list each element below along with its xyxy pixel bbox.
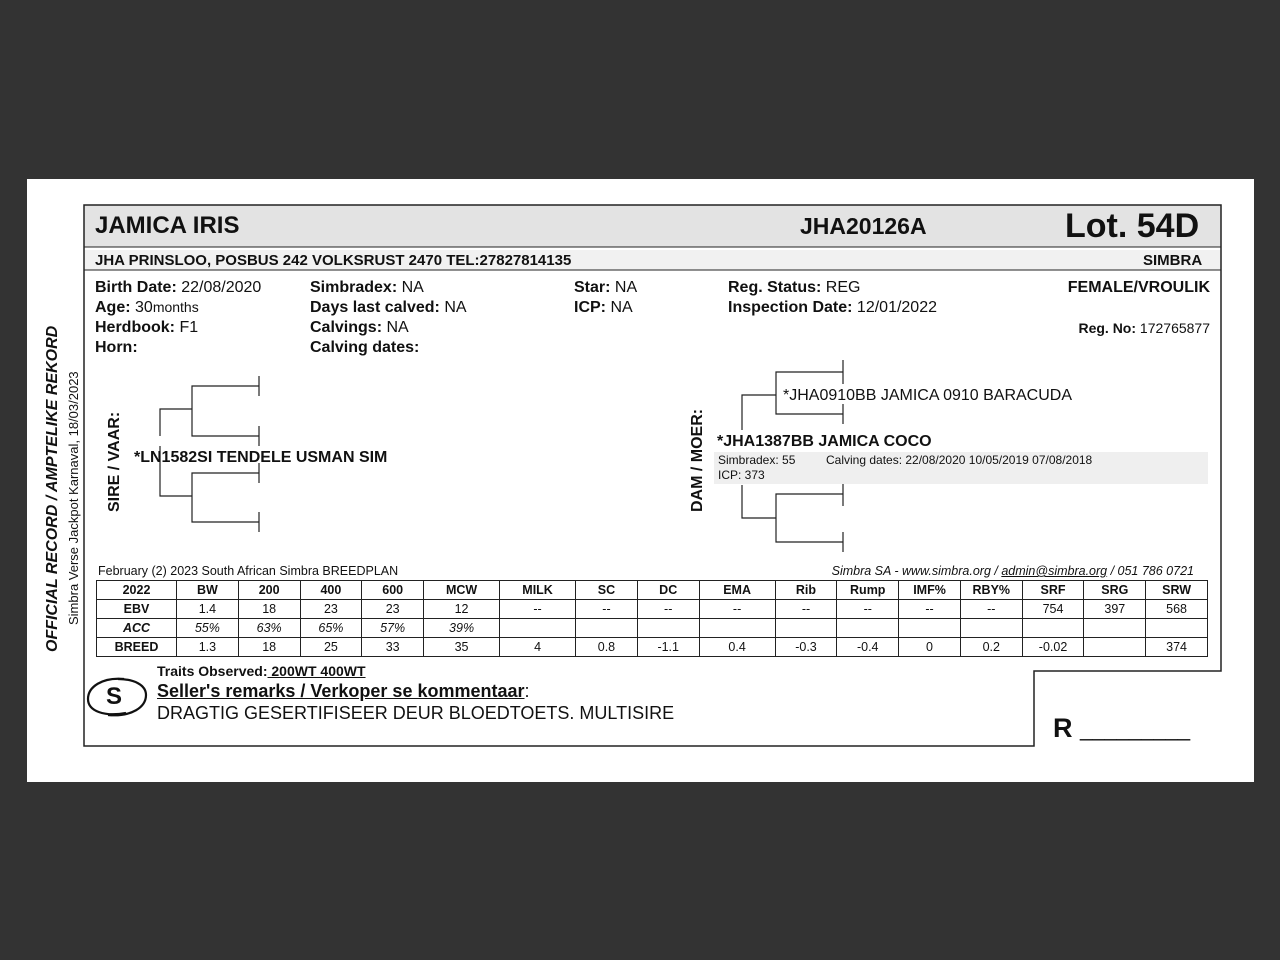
ebv-header-cell: SC [576, 581, 638, 600]
ebv-header-cell: BW [177, 581, 239, 600]
ebv-cell: 1.3 [177, 638, 239, 657]
sire-label: SIRE / VAAR: [106, 411, 123, 512]
ebv-cell [576, 619, 638, 638]
star-field [574, 279, 637, 297]
ebv-cell [637, 619, 699, 638]
simbradex-value: NA [401, 279, 424, 296]
ebv-cell: -0.4 [837, 638, 899, 657]
ebv-header-cell: 400 [300, 581, 362, 600]
ebv-cell [1084, 619, 1146, 638]
ebv-cell: -0.3 [775, 638, 837, 657]
ebv-header-row [97, 581, 1208, 600]
ebv-header-cell: SRF [1022, 581, 1084, 600]
icp-field [574, 299, 633, 317]
reg-status-field [728, 279, 860, 297]
simbradex-field [310, 279, 424, 297]
inspection-date-value: 12/01/2022 [856, 299, 937, 316]
ebv-cell: -- [899, 600, 961, 619]
ebv-header-cell: 2022 [97, 581, 177, 600]
ebv-cell: 63% [238, 619, 300, 638]
ebv-cell: 55% [177, 619, 239, 638]
ebv-cell [775, 619, 837, 638]
birth-date-label: Birth Date: [95, 279, 177, 296]
dam-simbradex: Simbradex: 55 [718, 453, 796, 467]
calvings-label: Calvings: [310, 319, 383, 336]
sire-name: *LN1582SI TENDELE USMAN SIM [134, 449, 388, 466]
ebv-header-cell: 600 [362, 581, 424, 600]
ebv-cell [899, 619, 961, 638]
contact-email-link[interactable]: admin@simbra.org [1001, 564, 1108, 578]
seller-icon-letter: S [106, 683, 123, 710]
ebv-cell: 23 [300, 600, 362, 619]
ebv-cell: ACC [97, 619, 177, 638]
seller-s-icon [84, 671, 150, 721]
remarks-heading [157, 681, 530, 702]
ebv-cell: -- [837, 600, 899, 619]
ebv-cell: 65% [300, 619, 362, 638]
birth-date-field [95, 279, 261, 297]
reg-no-field [1078, 320, 1210, 336]
ebv-cell: -- [637, 600, 699, 619]
herdbook-value: F1 [179, 319, 199, 336]
ebv-cell: 23 [362, 600, 424, 619]
dam-label: DAM / MOER: [689, 408, 706, 512]
ebv-row-acc [97, 619, 1208, 638]
reg-no-label: Reg. No: [1078, 320, 1137, 336]
traits-label: Traits Observed: [157, 663, 268, 679]
remarks-heading-text: Seller's remarks / Verkoper se kommentaar [157, 681, 525, 701]
star-label: Star: [574, 279, 611, 296]
ebv-header-cell: EMA [699, 581, 775, 600]
age-field [95, 299, 199, 317]
price-prefix: R [1053, 713, 1073, 743]
remarks-text: DRAGTIG GESERTIFISEER DEUR BLOEDTOETS. MULTISIRE [157, 703, 675, 723]
ebv-cell: -- [699, 600, 775, 619]
age-label: Age: [95, 299, 131, 316]
simbradex-label: Simbradex: [310, 279, 398, 296]
lot-number: Lot. 54D [1065, 207, 1200, 245]
ebv-header-cell: RBY% [960, 581, 1022, 600]
traits-value: 200WT 400WT [267, 663, 366, 679]
ebv-cell: -- [775, 600, 837, 619]
ebv-cell: 0.2 [960, 638, 1022, 657]
horn-field [95, 339, 138, 357]
ebv-header-cell: SRG [1084, 581, 1146, 600]
reg-status-value: REG [825, 279, 861, 296]
dam-sire-name: *JHA0910BB JAMICA 0910 BARACUDA [783, 387, 1073, 404]
ebv-cell: 374 [1146, 638, 1208, 657]
ebv-cell [500, 619, 576, 638]
ebv-cell [1022, 619, 1084, 638]
ebv-header-cell: Rump [837, 581, 899, 600]
ebv-cell: -1.1 [637, 638, 699, 657]
star-value: NA [614, 279, 638, 296]
ebv-cell: 0.4 [699, 638, 775, 657]
ebv-cell: 33 [362, 638, 424, 657]
breed-label: SIMBRA [1143, 252, 1203, 269]
calving-dates-label: Calving dates: [310, 339, 420, 356]
days-last-calved-value: NA [444, 299, 467, 316]
herdbook-field [95, 319, 198, 337]
ebv-header-cell: IMF% [899, 581, 961, 600]
breedplan-contact [832, 564, 1194, 578]
age-value: 30 [135, 299, 153, 316]
dam-calving-dates: Calving dates: 22/08/2020 10/05/2019 07/08/2018 [826, 453, 1093, 467]
icp-label: ICP: [574, 299, 606, 316]
ebv-cell: -- [960, 600, 1022, 619]
birth-date-value: 22/08/2020 [181, 279, 262, 296]
age-unit: months [152, 299, 199, 315]
contact-prefix: Simbra SA - www.simbra.org / [831, 564, 1002, 578]
ebv-header-cell: MILK [500, 581, 576, 600]
herdbook-label: Herdbook: [95, 319, 175, 336]
ebv-cell: 1.4 [177, 600, 239, 619]
side-title: OFFICIAL RECORD / AMPTELIKE REKORD [44, 325, 61, 652]
dam-icp: ICP: 373 [718, 468, 765, 482]
horn-label: Horn: [95, 339, 138, 356]
traits-observed [157, 663, 366, 679]
ebv-row-breed [97, 638, 1208, 657]
ebv-cell: 39% [424, 619, 500, 638]
calving-dates-field [310, 339, 419, 357]
ebv-cell [960, 619, 1022, 638]
calvings-field [310, 319, 409, 337]
ebv-cell: 397 [1084, 600, 1146, 619]
ebv-table [96, 580, 1208, 657]
ebv-cell: -- [500, 600, 576, 619]
contact-suffix: / 051 786 0721 [1107, 564, 1194, 578]
ebv-cell: 18 [238, 638, 300, 657]
ebv-cell: 754 [1022, 600, 1084, 619]
sex-label: FEMALE/VROULIK [1067, 279, 1210, 296]
ebv-cell: -0.02 [1022, 638, 1084, 657]
ebv-cell: 25 [300, 638, 362, 657]
ebv-cell: BREED [97, 638, 177, 657]
breedplan-source: February (2) 2023 South African Simbra BREEDPLAN [98, 564, 399, 578]
ebv-cell: 4 [500, 638, 576, 657]
animal-name: JAMICA IRIS [95, 212, 240, 239]
ebv-cell: EBV [97, 600, 177, 619]
owner-line: JHA PRINSLOO, POSBUS 242 VOLKSRUST 2470 TEL:27827814135 [95, 252, 572, 269]
ebv-row-ebv [97, 600, 1208, 619]
inspection-date-field [728, 299, 937, 317]
ebv-cell [1084, 638, 1146, 657]
dam-name: *JHA1387BB JAMICA COCO [717, 433, 932, 450]
ebv-header-cell: Rib [775, 581, 837, 600]
ebv-header-cell: SRW [1146, 581, 1208, 600]
ebv-cell [837, 619, 899, 638]
ebv-cell: 0.8 [576, 638, 638, 657]
reg-status-label: Reg. Status: [728, 279, 822, 296]
ebv-cell: 57% [362, 619, 424, 638]
inspection-date-label: Inspection Date: [728, 299, 853, 316]
ebv-header-cell: MCW [424, 581, 500, 600]
ebv-cell: 18 [238, 600, 300, 619]
ebv-cell: -- [576, 600, 638, 619]
ebv-header-cell: DC [637, 581, 699, 600]
days-last-calved-field [310, 299, 467, 317]
side-subtitle: Simbra Verse Jackpot Karnaval, 18/03/2023 [66, 371, 81, 625]
price-line[interactable]: _________ [1080, 716, 1191, 741]
ebv-cell: 35 [424, 638, 500, 657]
ebv-header-cell: 200 [238, 581, 300, 600]
ebv-cell: 12 [424, 600, 500, 619]
icp-value: NA [610, 299, 633, 316]
ebv-cell: 568 [1146, 600, 1208, 619]
ebv-cell [1146, 619, 1208, 638]
calvings-value: NA [386, 319, 409, 336]
ebv-cell: 0 [899, 638, 961, 657]
days-last-calved-label: Days last calved: [310, 299, 440, 316]
remarks-heading-colon: : [524, 681, 530, 701]
reg-no-value: 172765877 [1139, 320, 1210, 336]
ebv-cell [699, 619, 775, 638]
animal-id: JHA20126A [800, 213, 927, 239]
